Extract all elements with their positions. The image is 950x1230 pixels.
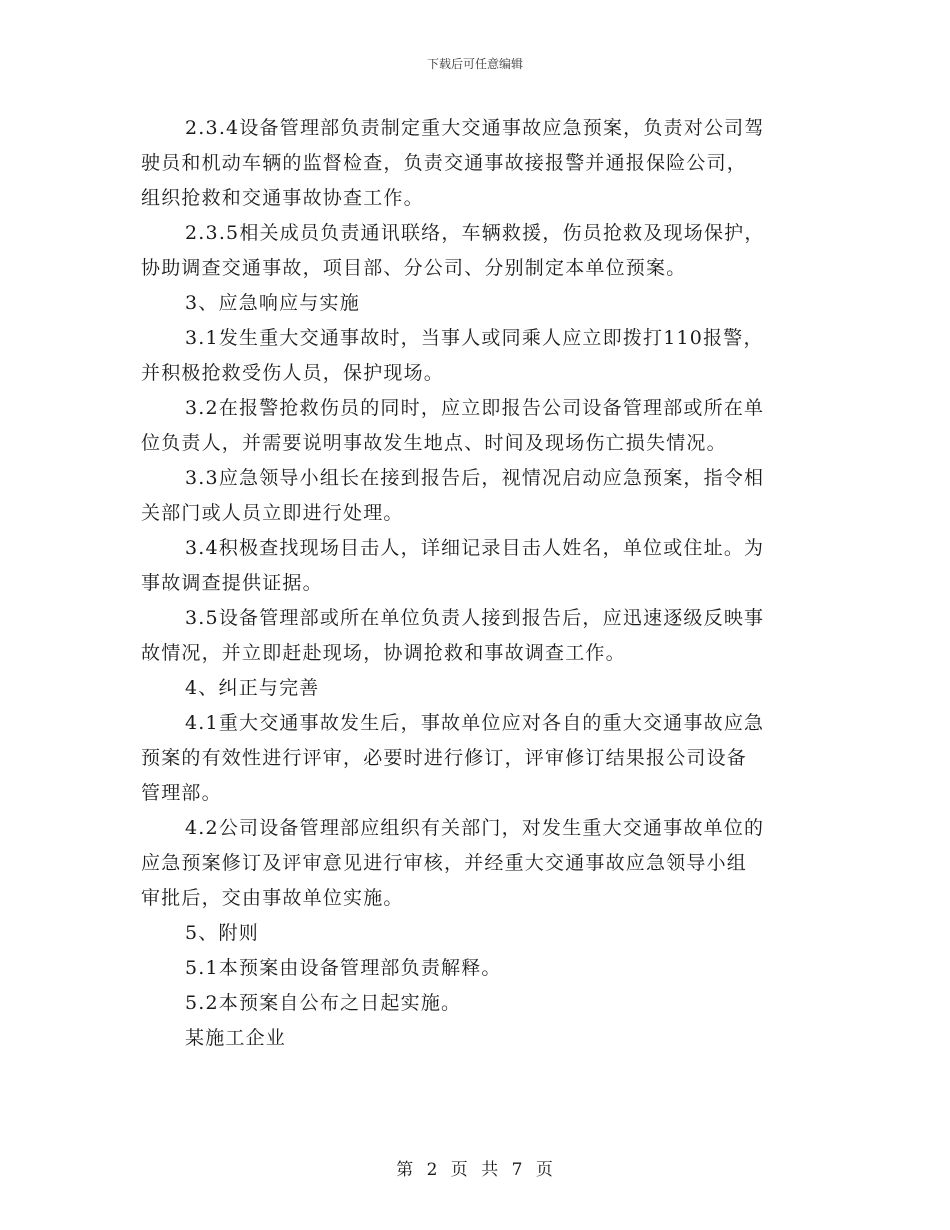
section-heading: 3、应急响应与实施 (185, 292, 360, 314)
section-heading-5 (141, 916, 816, 951)
paragraph-5-2 (141, 986, 816, 1021)
paragraph-line: 审批后，交由事故单位实施。 (141, 887, 404, 909)
page-header: 下载后可任意编辑 (426, 57, 523, 71)
paragraph-line: 3.5设备管理部或所在单位负责人接到报告后，应迅速逐级反映事 (185, 607, 765, 629)
paragraph-line: 5.2本预案自公布之日起实施。 (185, 992, 462, 1014)
paragraph-2-3-4 (141, 111, 816, 216)
signature-company (141, 1021, 816, 1056)
paragraph-line: 事故调查提供证据。 (141, 572, 323, 594)
paragraph-line: 协助调查交通事故，项目部、分公司、分别制定本单位预案。 (141, 257, 687, 279)
paragraph-2-3-5 (141, 216, 816, 286)
paragraph-4-2 (141, 811, 816, 916)
section-heading-3 (141, 286, 816, 321)
paragraph-line: 应急预案修订及评审意见进行审核，并经重大交通事故应急领导小组 (141, 852, 748, 874)
paragraph-line: 预案的有效性进行评审，必要时进行修订，评审修订结果报公司设备 (141, 747, 748, 769)
paragraph-line: 3.4积极查找现场目击人，详细记录目击人姓名，单位或住址。为 (185, 537, 765, 559)
paragraph-3-5 (141, 601, 816, 671)
company-name: 某施工企业 (185, 1027, 287, 1049)
paragraph-line: 驶员和机动车辆的监督检查，负责交通事故接报警并通报保险公司， (141, 152, 748, 174)
paragraph-4-1 (141, 706, 816, 811)
document-body (141, 111, 816, 1056)
paragraph-line: 组织抢救和交通事故协查工作。 (141, 187, 424, 209)
paragraph-3-1 (141, 321, 816, 391)
paragraph-3-4 (141, 531, 816, 601)
paragraph-line: 2.3.5相关成员负责通讯联络，车辆救援，伤员抢救及现场保护， (185, 222, 765, 244)
paragraph-line: 2.3.4设备管理部负责制定重大交通事故应急预案，负责对公司驾 (185, 117, 765, 139)
paragraph-line: 故情况，并立即赶赴现场，协调抢救和事故调查工作。 (141, 642, 626, 664)
section-heading: 5、附则 (185, 922, 259, 944)
paragraph-line: 3.2在报警抢救伤员的同时，应立即报告公司设备管理部或所在单 (185, 397, 765, 419)
paragraph-line: 4.1重大交通事故发生后，事故单位应对各自的重大交通事故应急 (185, 712, 765, 734)
paragraph-line: 关部门或人员立即进行处理。 (141, 502, 404, 524)
page-number-footer: 第 2 页 共 7 页 (396, 1160, 554, 1180)
paragraph-3-2 (141, 391, 816, 461)
paragraph-5-1 (141, 951, 816, 986)
paragraph-3-3 (141, 461, 816, 531)
section-heading: 4、纠正与完善 (185, 677, 320, 699)
paragraph-line: 并积极抢救受伤人员，保护现场。 (141, 362, 445, 384)
paragraph-line: 位负责人，并需要说明事故发生地点、时间及现场伤亡损失情况。 (141, 432, 727, 454)
section-heading-4 (141, 671, 816, 706)
paragraph-line: 3.1发生重大交通事故时，当事人或同乘人应立即拨打110报警， (185, 327, 764, 349)
paragraph-line: 5.1本预案由设备管理部负责解释。 (185, 957, 502, 979)
paragraph-line: 3.3应急领导小组长在接到报告后，视情况启动应急预案，指令相 (185, 467, 765, 489)
paragraph-line: 4.2公司设备管理部应组织有关部门，对发生重大交通事故单位的 (185, 817, 765, 839)
paragraph-line: 管理部。 (141, 782, 222, 804)
